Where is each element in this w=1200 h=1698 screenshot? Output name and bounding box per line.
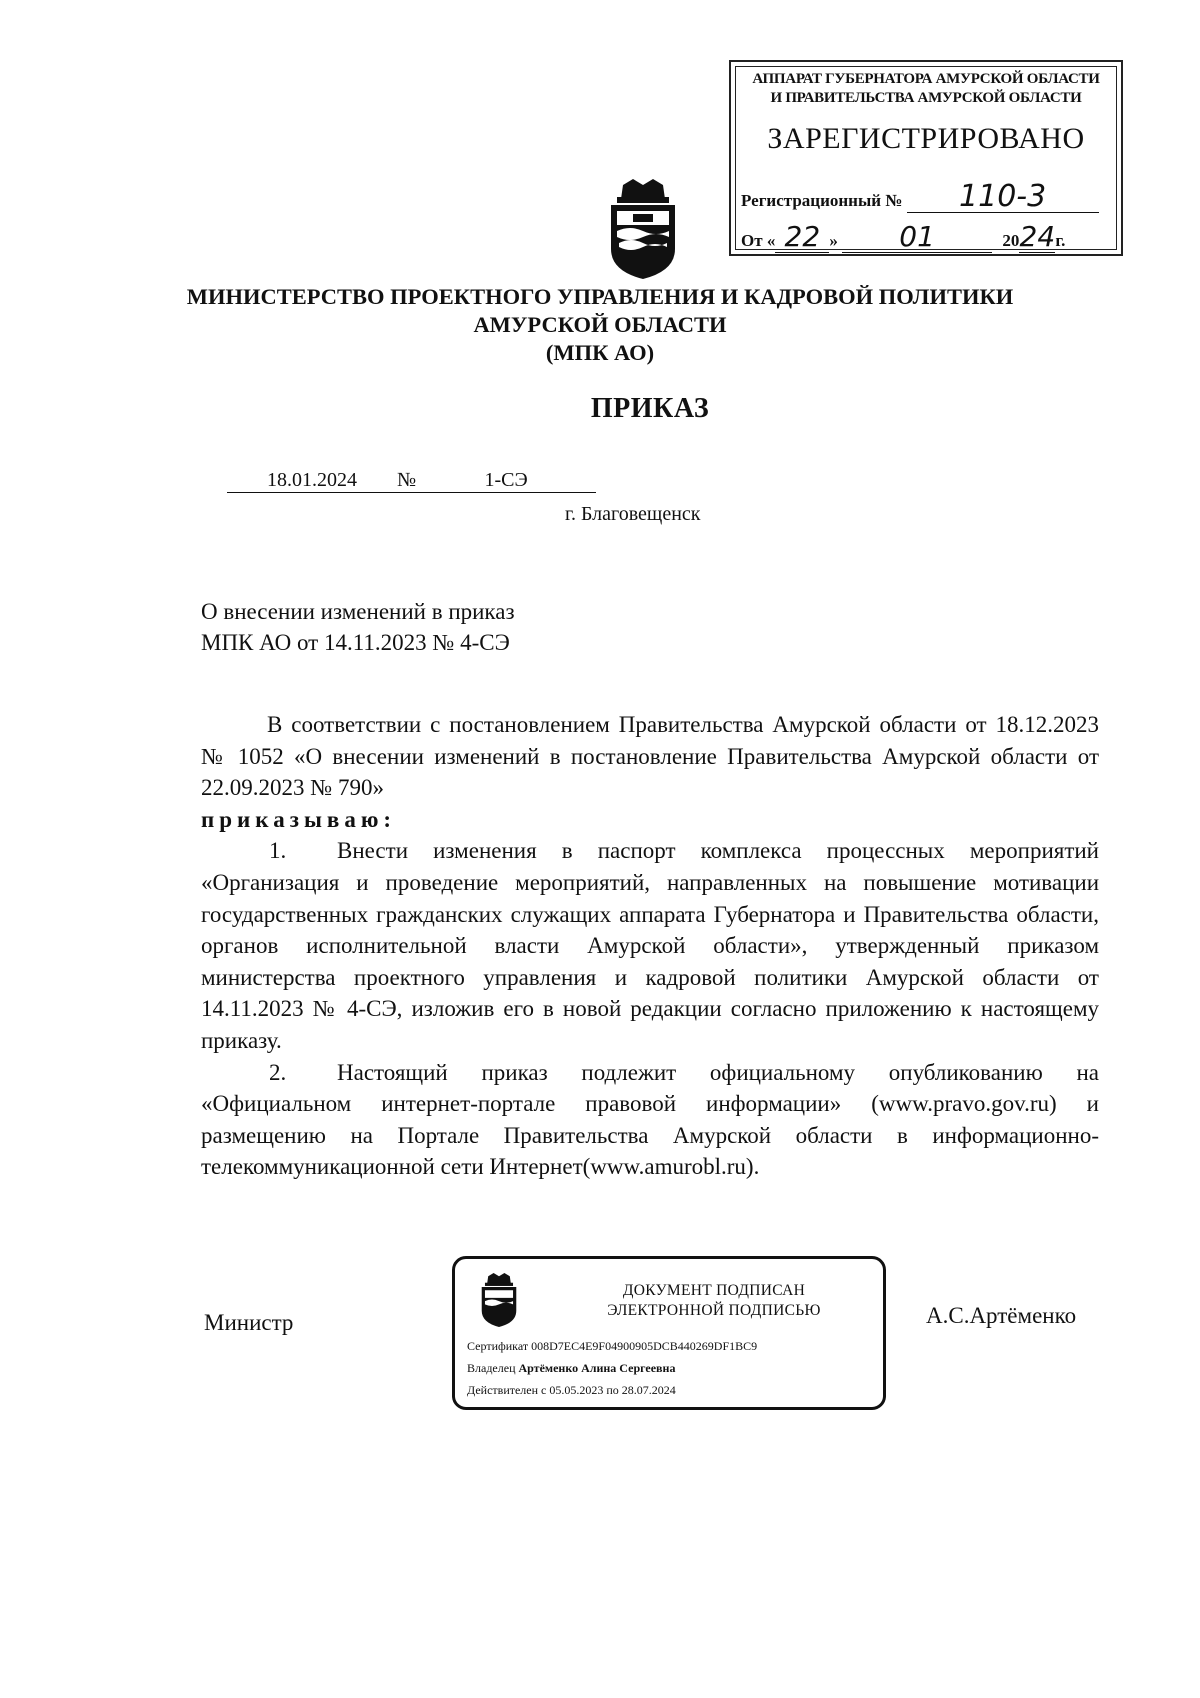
esig-heading-line-2: ЭЛЕКТРОННОЙ ПОДПИСЬЮ: [607, 1302, 821, 1319]
esig-cert-label: Сертификат: [467, 1339, 529, 1353]
stamp-year-end: г.: [1055, 231, 1066, 250]
esig-valid-label: Действителен с: [467, 1383, 547, 1397]
order-city: г. Благовещенск: [565, 503, 701, 525]
subject-line-2: МПК АО от 14.11.2023 № 4-СЭ: [201, 630, 510, 655]
esig-certificate-row: [467, 1339, 757, 1354]
order-number: 1-СЭ: [416, 469, 596, 493]
stamp-date-day: 22: [775, 222, 829, 253]
document-body: [201, 709, 1099, 1183]
body-preamble: В соответствии с постановлением Правительства Амурской области от 18.12.2023 № 1052 «О внесении изменений в постановление Правительства Амурской области от 22.09.2023 № 790»: [201, 712, 1099, 801]
stamp-status: ЗАРЕГИСТРИРОВАНО: [767, 122, 1085, 155]
ministry-line-2: АМУРСКОЙ ОБЛАСТИ: [473, 312, 727, 337]
item-2-text: Настоящий приказ подлежит официальному опубликованию на «Официальном интернет-портале правовой информации» (www.pravo.gov.ru) и размещению на Портале Правительства Амурской области в информационно-телекоммуникационной сети Интернет(www.amurobl.ru).: [201, 1059, 1099, 1180]
esig-owner-label: Владелец: [467, 1361, 516, 1375]
stamp-org-line-2: И ПРАВИТЕЛЬСТВА АМУРСКОЙ ОБЛАСТИ: [770, 90, 1082, 106]
esig-valid-to-label: по: [606, 1383, 619, 1397]
stamp-reg-number-row: [741, 179, 1111, 214]
stamp-reg-number-value: 110-3: [907, 182, 1099, 213]
stamp-date-month: 01: [842, 222, 992, 253]
body-item-2: [201, 1057, 1099, 1183]
electronic-signature-stamp: [452, 1256, 886, 1410]
ministry-abbr: (МПК АО): [545, 340, 655, 365]
signature-emblem-icon: [477, 1273, 521, 1327]
document-type-title: ПРИКАЗ: [590, 393, 710, 424]
item-1-number: 1.: [269, 838, 287, 864]
order-number-label: №: [397, 469, 417, 491]
signatory-title: Министр: [204, 1310, 294, 1335]
esig-validity-row: [467, 1383, 676, 1398]
stamp-organization: [741, 70, 1111, 108]
stamp-year-prefix: 20: [1002, 231, 1020, 250]
signatory-name: А.С.Артёменко: [926, 1303, 1077, 1328]
stamp-reg-number-label: Регистрационный №: [741, 191, 903, 210]
ministry-name: [140, 283, 1060, 367]
stamp-date-prefix: От «: [741, 231, 776, 250]
esig-valid-to: 28.07.2024: [621, 1383, 676, 1397]
coat-of-arms-icon: [603, 179, 683, 279]
stamp-year-suffix: 24: [1019, 220, 1056, 253]
order-date-number-line: [227, 469, 596, 493]
esig-owner-value: Артёменко Алина Сергеевна: [518, 1361, 676, 1375]
document-subject: [201, 596, 761, 658]
stamp-org-line-1: АППАРАТ ГУБЕРНАТОРА АМУРСКОЙ ОБЛАСТИ: [752, 71, 1100, 87]
item-2-number: 2.: [269, 1059, 287, 1085]
esig-valid-from: 05.05.2023: [549, 1383, 604, 1397]
stamp-date-mid: »: [829, 231, 838, 250]
order-date: 18.01.2024: [227, 469, 397, 493]
body-order-word: приказываю:: [201, 806, 397, 832]
esig-heading: [555, 1281, 873, 1321]
registration-stamp: [729, 60, 1123, 256]
item-1-text: Внести изменения в паспорт комплекса процессных мероприятий «Организация и проведение мероприятий, направленных на повышение мотивации государственных гражданских служащих аппарата Губернатора и Правительства области, органов исполнительной власти Амурской области», утвержденный приказом министерства проектного управления и кадровой политики Амурской области от 14.11.2023 № 4-СЭ, изложив его в новой редакции согласно приложению к настоящему приказу.: [201, 838, 1099, 1053]
esig-heading-line-1: ДОКУМЕНТ ПОДПИСАН: [622, 1282, 806, 1299]
esig-owner-row: [467, 1361, 675, 1376]
esig-cert-value: 008D7EC4E9F04900905DCB440269DF1BC9: [531, 1339, 758, 1353]
stamp-date-row: [741, 222, 1111, 253]
ministry-line-1: МИНИСТЕРСТВО ПРОЕКТНОГО УПРАВЛЕНИЯ И КАДРОВОЙ ПОЛИТИКИ: [186, 284, 1014, 309]
body-item-1: [201, 835, 1099, 1056]
subject-line-1: О внесении изменений в приказ: [201, 599, 515, 624]
